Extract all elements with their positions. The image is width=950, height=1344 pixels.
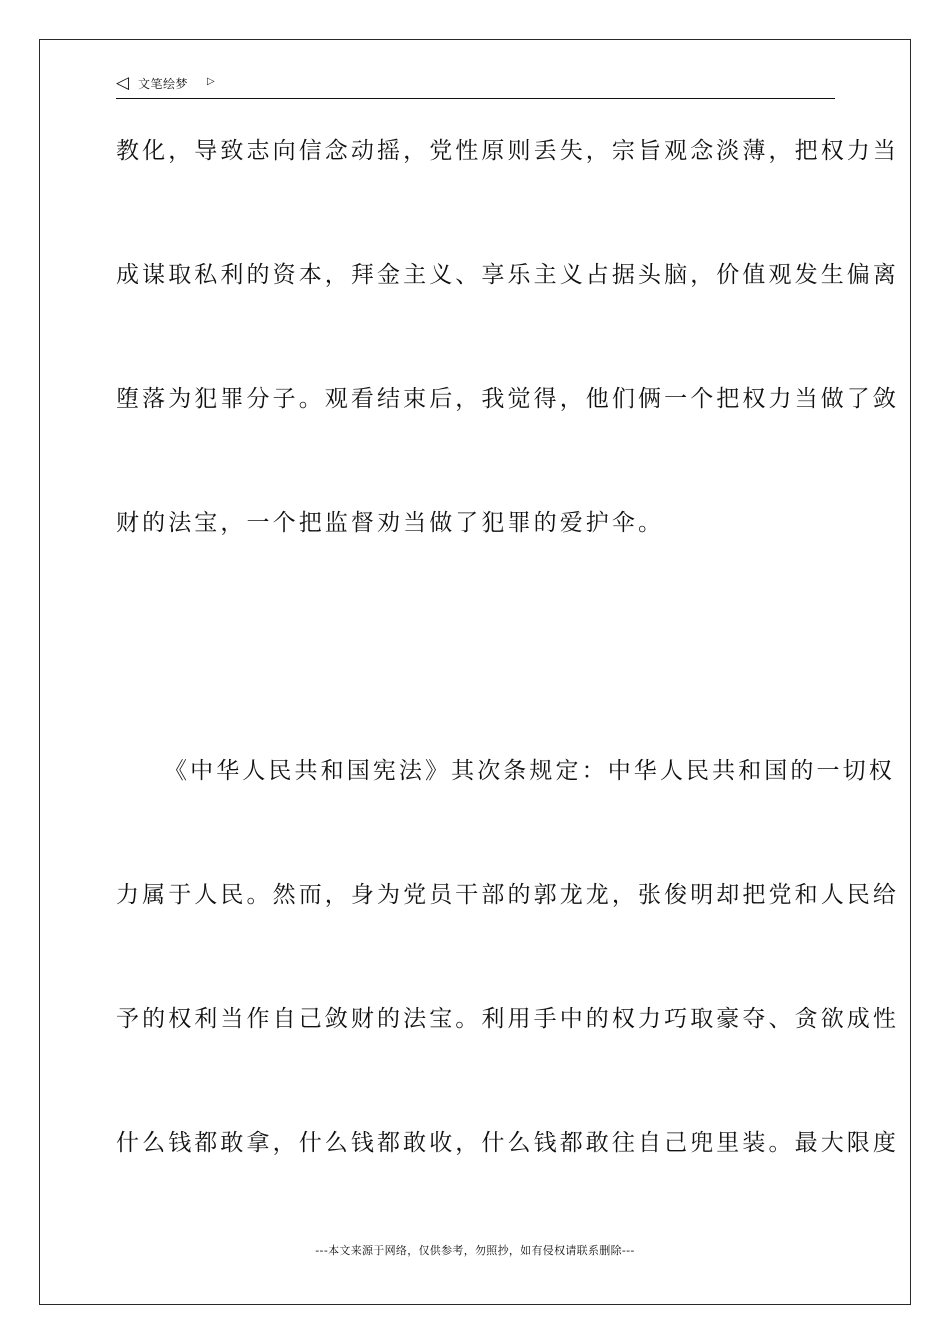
text-line: 堕落为犯罪分子。观看结束后，我觉得，他们俩一个把权力当做了敛 bbox=[116, 386, 899, 412]
header-title: 文笔绘梦 bbox=[138, 77, 189, 91]
left-triangle-icon: ◁ bbox=[116, 73, 130, 93]
text-line: 予的权利当作自己敛财的法宝。利用手中的权力巧取豪夺、贪欲成性 bbox=[116, 1006, 899, 1032]
right-triangle-icon: ▷ bbox=[207, 76, 215, 87]
text-line: 《中华人民共和国宪法》其次条规定：中华人民共和国的一切权 bbox=[164, 758, 895, 784]
text-line: 什么钱都敢拿，什么钱都敢收，什么钱都敢往自己兜里装。最大限度 bbox=[116, 1130, 899, 1156]
text-line: 教化，导致志向信念动摇，党性原则丢失，宗旨观念淡薄，把权力当 bbox=[116, 138, 899, 164]
text-line: 力属于人民。然而，身为党员干部的郭龙龙，张俊明却把党和人民给 bbox=[116, 882, 899, 908]
page-header bbox=[116, 74, 835, 99]
text-line: 成谋取私利的资本，拜金主义、享乐主义占据头脑，价值观发生偏离 bbox=[116, 262, 899, 288]
text-line: 财的法宝，一个把监督劝当做了犯罪的爱护伞。 bbox=[116, 510, 665, 536]
page-border bbox=[39, 39, 911, 1305]
footer-disclaimer: ---本文来源于网络，仅供参考，勿照抄，如有侵权请联系删除--- bbox=[315, 1244, 635, 1257]
